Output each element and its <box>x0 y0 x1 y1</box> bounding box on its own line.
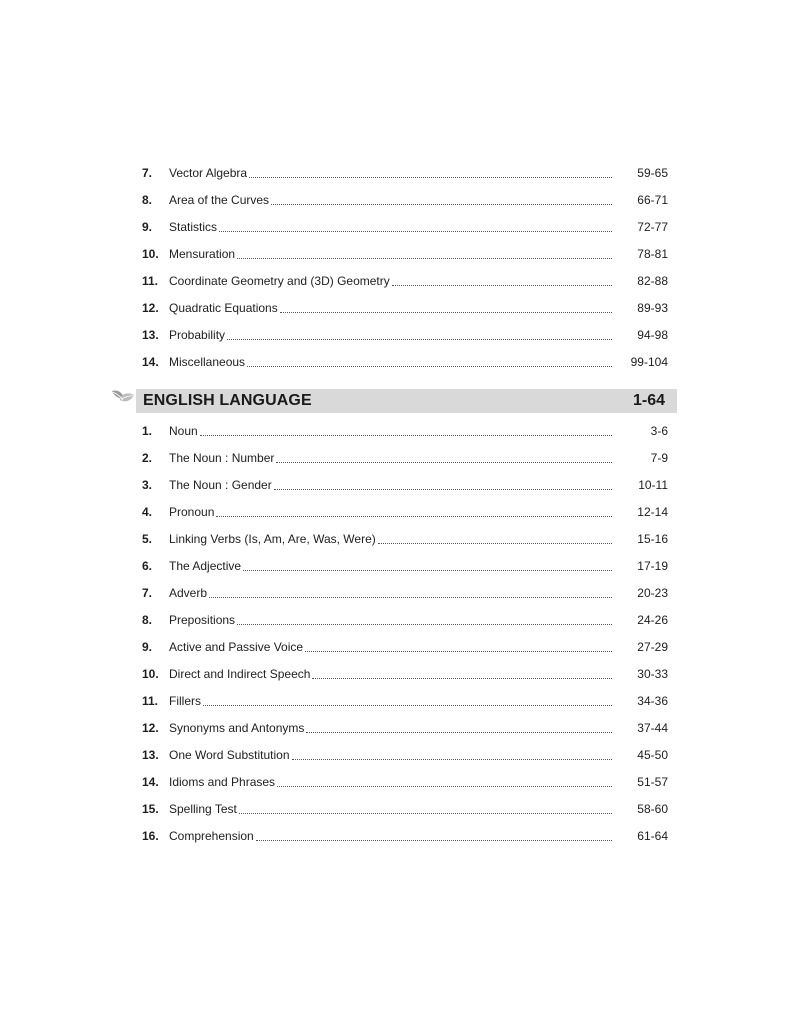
entry-number: 10. <box>142 667 159 681</box>
toc-entry <box>142 529 668 549</box>
entry-title: Probability <box>169 328 226 342</box>
section-title: ENGLISH LANGUAGE <box>143 392 312 409</box>
section-header <box>136 389 677 413</box>
entry-pages: 94-98 <box>637 328 668 342</box>
toc-entry <box>142 826 668 846</box>
toc-entry <box>142 718 668 738</box>
dot-leader <box>239 812 612 814</box>
dot-leader <box>277 785 612 787</box>
entry-title: Linking Verbs (Is, Am, Are, Was, Were) <box>169 532 376 546</box>
toc-entry <box>142 352 668 372</box>
entry-title: Noun <box>169 424 198 438</box>
entry-number: 8. <box>142 193 153 207</box>
entry-pages: 89-93 <box>637 301 668 315</box>
dot-leader <box>292 758 612 760</box>
entry-number: 9. <box>142 640 153 654</box>
toc-entry <box>142 637 668 657</box>
toc-entry <box>142 217 668 237</box>
dot-leader <box>203 704 612 706</box>
entry-pages: 51-57 <box>637 775 668 789</box>
entry-pages: 58-60 <box>637 802 668 816</box>
entry-pages: 99-104 <box>630 355 668 369</box>
toc-entry <box>142 610 668 630</box>
entry-number: 9. <box>142 220 153 234</box>
entry-title: Statistics <box>169 220 218 234</box>
dot-leader <box>219 230 612 232</box>
entry-number: 6. <box>142 559 153 573</box>
entry-pages: 34-36 <box>637 694 668 708</box>
entry-number: 16. <box>142 829 159 843</box>
entry-pages: 12-14 <box>637 505 668 519</box>
entry-number: 14. <box>142 775 159 789</box>
entry-pages: 7-9 <box>650 451 668 465</box>
dot-leader <box>209 596 612 598</box>
dot-leader <box>271 203 612 205</box>
dot-leader <box>256 839 612 841</box>
entry-pages: 66-71 <box>637 193 668 207</box>
entry-title: Vector Algebra <box>169 166 248 180</box>
entry-title: Area of the Curves <box>169 193 270 207</box>
entry-number: 8. <box>142 613 153 627</box>
entry-pages: 17-19 <box>637 559 668 573</box>
section-pages: 1-64 <box>632 392 665 409</box>
entry-number: 7. <box>142 166 153 180</box>
dot-leader <box>200 434 612 436</box>
entry-pages: 20-23 <box>637 586 668 600</box>
entry-pages: 59-65 <box>637 166 668 180</box>
dot-leader <box>227 338 612 340</box>
entry-title: Idioms and Phrases <box>169 775 276 789</box>
entry-title: Synonyms and Antonyms <box>169 721 305 735</box>
entry-number: 11. <box>142 694 159 708</box>
toc-entry <box>142 772 668 792</box>
toc-entry <box>142 745 668 765</box>
dot-leader <box>216 515 612 517</box>
entry-title: Direct and Indirect Speech <box>169 667 311 681</box>
entry-number: 15. <box>142 802 159 816</box>
entry-title: Fillers <box>169 694 201 708</box>
entry-pages: 37-44 <box>637 721 668 735</box>
entry-number: 11. <box>142 274 159 288</box>
toc-entry <box>142 691 668 711</box>
dot-leader <box>243 569 612 571</box>
entry-title: Coordinate Geometry and (3D) Geometry <box>169 274 390 288</box>
entry-number: 4. <box>142 505 153 519</box>
entry-number: 3. <box>142 478 153 492</box>
entry-pages: 45-50 <box>637 748 668 762</box>
entry-title: The Adjective <box>169 559 242 573</box>
entry-pages: 3-6 <box>650 424 668 438</box>
entry-title: Quadratic Equations <box>169 301 278 315</box>
toc-entry <box>142 244 668 264</box>
dot-leader <box>312 677 612 679</box>
toc-entry <box>142 325 668 345</box>
entry-title: One Word Substitution <box>169 748 290 762</box>
entry-number: 14. <box>142 355 159 369</box>
dot-leader <box>305 650 612 652</box>
dot-leader <box>249 176 612 178</box>
entry-number: 1. <box>142 424 153 438</box>
entry-number: 5. <box>142 532 153 546</box>
toc-entry <box>142 583 668 603</box>
entry-title: Comprehension <box>169 829 254 843</box>
dot-leader <box>237 257 612 259</box>
entry-number: 12. <box>142 721 159 735</box>
entry-number: 10. <box>142 247 159 261</box>
toc-entry <box>142 448 668 468</box>
entry-number: 2. <box>142 451 153 465</box>
entry-title: Pronoun <box>169 505 215 519</box>
entry-title: Adverb <box>169 586 208 600</box>
dot-leader <box>280 311 612 313</box>
entry-title: Active and Passive Voice <box>169 640 304 654</box>
dot-leader <box>306 731 612 733</box>
toc-entry <box>142 502 668 522</box>
entry-title: Miscellaneous <box>169 355 246 369</box>
entry-number: 13. <box>142 328 159 342</box>
entry-pages: 10-11 <box>638 478 668 492</box>
entry-pages: 27-29 <box>637 640 668 654</box>
toc-entry <box>142 799 668 819</box>
entry-title: Prepositions <box>169 613 236 627</box>
entry-title: The Noun : Number <box>169 451 275 465</box>
entry-title: Spelling Test <box>169 802 237 816</box>
entry-title: Mensuration <box>169 247 236 261</box>
entry-pages: 82-88 <box>637 274 668 288</box>
dot-leader <box>274 488 612 490</box>
entry-pages: 61-64 <box>637 829 668 843</box>
dot-leader <box>378 542 612 544</box>
toc-entry <box>142 298 668 318</box>
entry-pages: 15-16 <box>637 532 668 546</box>
entry-title: The Noun : Gender <box>169 478 272 492</box>
entry-number: 13. <box>142 748 159 762</box>
entry-pages: 30-33 <box>637 667 668 681</box>
toc-entry <box>142 664 668 684</box>
toc-entry <box>142 421 668 441</box>
entry-number: 12. <box>142 301 159 315</box>
entry-number: 7. <box>142 586 153 600</box>
toc-entry <box>142 163 668 183</box>
entry-pages: 72-77 <box>637 220 668 234</box>
toc-entry <box>142 271 668 291</box>
dot-leader <box>247 365 612 367</box>
dot-leader <box>392 284 612 286</box>
dot-leader <box>276 461 612 463</box>
toc-entry <box>142 475 668 495</box>
toc-entry <box>142 556 668 576</box>
entry-pages: 24-26 <box>637 613 668 627</box>
entry-pages: 78-81 <box>637 247 668 261</box>
toc-entry <box>142 190 668 210</box>
leaf-icon <box>110 385 136 411</box>
dot-leader <box>237 623 612 625</box>
